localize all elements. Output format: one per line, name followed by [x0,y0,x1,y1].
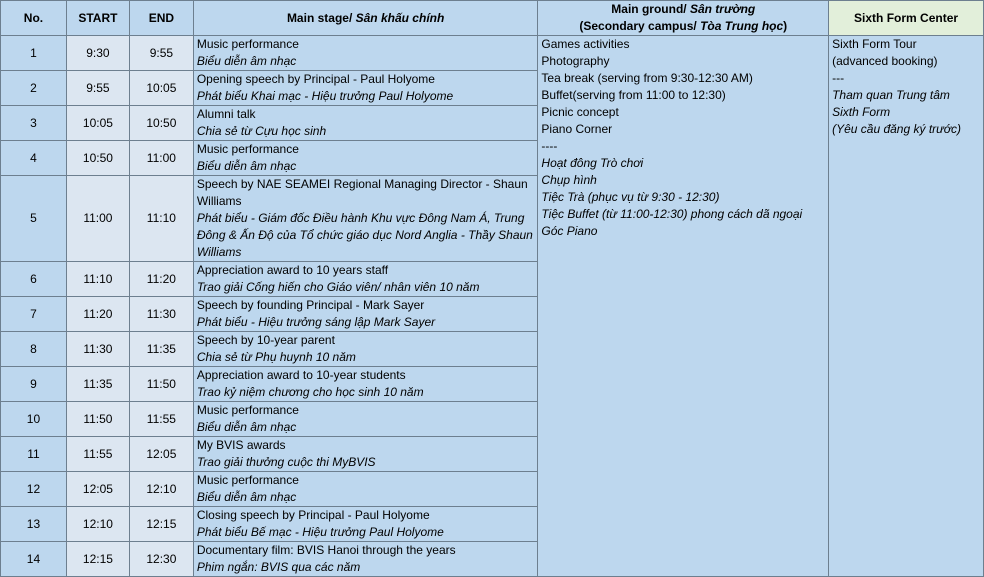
row-start: 10:05 [66,106,129,141]
header-no: No. [1,1,67,36]
row-end: 11:10 [129,176,193,262]
header-main-stage-vi: Sân khấu chính [355,10,445,25]
row-end: 11:20 [129,262,193,297]
row-main-stage [193,36,538,71]
sixth-form-line: (advanced booking) [832,54,938,68]
main-ground-item: Buffet(serving from 11:00 to 12:30) [541,88,726,102]
main-ground-item-vi: Hoạt đông Trò chơi [541,156,644,170]
row-no: 10 [1,402,67,437]
row-event-vi: Trao giải Cống hiến cho Giáo viên/ nhân viên 10 năm [196,280,480,294]
header-end: END [129,1,193,36]
sixth-form-line-vi: Sixth Form [832,105,891,119]
main-ground-item-vi: Chụp hình [541,173,597,187]
row-event-en: My BVIS awards [196,438,286,452]
row-event-en: Speech by 10-year parent [196,333,335,347]
header-main-ground-en: Main ground/ [611,2,690,16]
row-event-vi: Biểu diễn âm nhạc [196,420,297,434]
header-main-stage [193,1,538,36]
row-no: 4 [1,141,67,176]
row-main-stage [193,262,538,297]
header-main-ground-sub-close: ) [783,19,788,33]
row-event-en: Documentary film: BVIS Hanoi through the years [196,543,456,557]
row-event-en: Appreciation award to 10 years staff [196,263,389,277]
row-event-vi: Trao giải thưởng cuộc thi MyBVIS [196,455,376,469]
header-start: START [66,1,129,36]
row-event-en: Opening speech by Principal - Paul Holyome [196,72,435,86]
row-no: 7 [1,297,67,332]
header-sixth-form: Sixth Form Center [829,1,984,36]
row-start: 11:30 [66,332,129,367]
header-main-ground-line1 [540,1,826,18]
main-ground-item: Tea break (serving from 9:30-12:30 AM) [541,71,753,85]
row-no: 14 [1,542,67,577]
main-ground-separator: ---- [541,139,558,153]
row-main-stage [193,332,538,367]
sixth-form-line-vi: Tham quan Trung tâm [832,88,950,102]
main-ground-item: Picnic concept [541,105,619,119]
row-main-stage [193,472,538,507]
row-start: 11:20 [66,297,129,332]
row-end: 12:10 [129,472,193,507]
sixth-form-line-vi: (Yêu cầu đăng ký trước) [832,122,962,136]
row-end: 12:05 [129,437,193,472]
header-main-ground-sub-vi: Tòa Trung học [700,19,784,33]
row-end: 9:55 [129,36,193,71]
row-main-stage [193,367,538,402]
row-event-en: Music performance [196,403,299,417]
row-no: 1 [1,36,67,71]
row-start: 11:10 [66,262,129,297]
sixth-form-line: Sixth Form Tour [832,37,917,51]
row-event-vi: Phát biểu Bế mạc - Hiệu trưởng Paul Holyome [196,525,444,539]
row-start: 12:05 [66,472,129,507]
main-ground-item-vi: Góc Piano [541,224,598,238]
row-no: 11 [1,437,67,472]
row-main-stage [193,402,538,437]
row-event-vi: Phát biểu - Hiệu trưởng sáng lập Mark Sayer [196,315,436,329]
row-no: 6 [1,262,67,297]
header-row [1,1,984,36]
sixth-form-cell [829,36,984,577]
row-no: 2 [1,71,67,106]
row-no: 8 [1,332,67,367]
row-event-vi: Trao kỷ niệm chương cho học sinh 10 năm [196,385,424,399]
row-no: 3 [1,106,67,141]
main-ground-item-vi: Tiệc Buffet (từ 11:00-12:30) phong cách dã ngoại [541,207,803,221]
schedule-body [1,36,984,577]
row-end: 11:00 [129,141,193,176]
row-no: 13 [1,507,67,542]
main-ground-item: Photography [541,54,610,68]
sixth-form-separator: --- [832,71,845,85]
row-end: 11:55 [129,402,193,437]
row-event-en: Music performance [196,37,299,51]
row-start: 11:50 [66,402,129,437]
row-start: 10:50 [66,141,129,176]
row-main-stage [193,141,538,176]
row-event-vi: Chia sẻ từ Cựu học sinh [196,124,327,138]
row-end: 11:30 [129,297,193,332]
row-no: 5 [1,176,67,262]
row-event-en: Speech by NAE SEAMEI Regional Managing Director - Shaun Williams [196,177,528,208]
row-end: 12:30 [129,542,193,577]
row-start: 12:10 [66,507,129,542]
row-event-vi: Biểu diễn âm nhạc [196,54,297,68]
row-event-vi: Biểu diễn âm nhạc [196,159,297,173]
row-start: 12:15 [66,542,129,577]
row-start: 11:35 [66,367,129,402]
row-end: 10:50 [129,106,193,141]
row-event-vi: Biểu diễn âm nhạc [196,490,297,504]
row-no: 9 [1,367,67,402]
row-event-en: Music performance [196,142,299,156]
row-main-stage [193,437,538,472]
row-event-en: Appreciation award to 10-year students [196,368,406,382]
header-main-ground-vi: Sân trường [689,2,756,16]
row-end: 10:05 [129,71,193,106]
row-end: 11:50 [129,367,193,402]
row-end: 12:15 [129,507,193,542]
row-event-vi: Phim ngắn: BVIS qua các năm [196,560,361,574]
main-ground-item: Games activities [541,37,630,51]
header-main-ground [538,1,829,36]
row-event-vi: Chia sẻ từ Phụ huynh 10 năm [196,350,356,364]
row-start: 9:55 [66,71,129,106]
row-start: 11:55 [66,437,129,472]
row-main-stage [193,542,538,577]
row-main-stage [193,106,538,141]
row-main-stage [193,507,538,542]
row-main-stage [193,176,538,262]
row-main-stage [193,297,538,332]
row-event-en: Speech by founding Principal - Mark Sayer [196,298,425,312]
main-ground-item-vi: Tiệc Trà (phục vụ từ 9:30 - 12:30) [541,190,720,204]
row-end: 11:35 [129,332,193,367]
header-main-ground-line2 [540,18,826,35]
row-start: 11:00 [66,176,129,262]
row-event-en: Closing speech by Principal - Paul Holyome [196,508,430,522]
header-main-ground-sub-en: (Secondary campus/ [579,19,701,33]
row-no: 12 [1,472,67,507]
row-start: 9:30 [66,36,129,71]
table-row [1,36,984,71]
row-event-vi: Phát biểu Khai mạc - Hiệu trưởng Paul Holyome [196,89,454,103]
row-event-vi: Phát biểu - Giám đốc Điều hành Khu vực Đông Nam Á, Trung Đông & Ấn Độ của Tổ chức giáo dục Nord Anglia - Thầy Shaun Williams [196,211,533,259]
main-ground-cell [538,36,829,577]
row-main-stage [193,71,538,106]
header-main-stage-en: Main stage/ [286,10,356,25]
row-event-en: Alumni talk [196,107,256,121]
row-event-en: Music performance [196,473,299,487]
main-ground-item: Piano Corner [541,122,613,136]
